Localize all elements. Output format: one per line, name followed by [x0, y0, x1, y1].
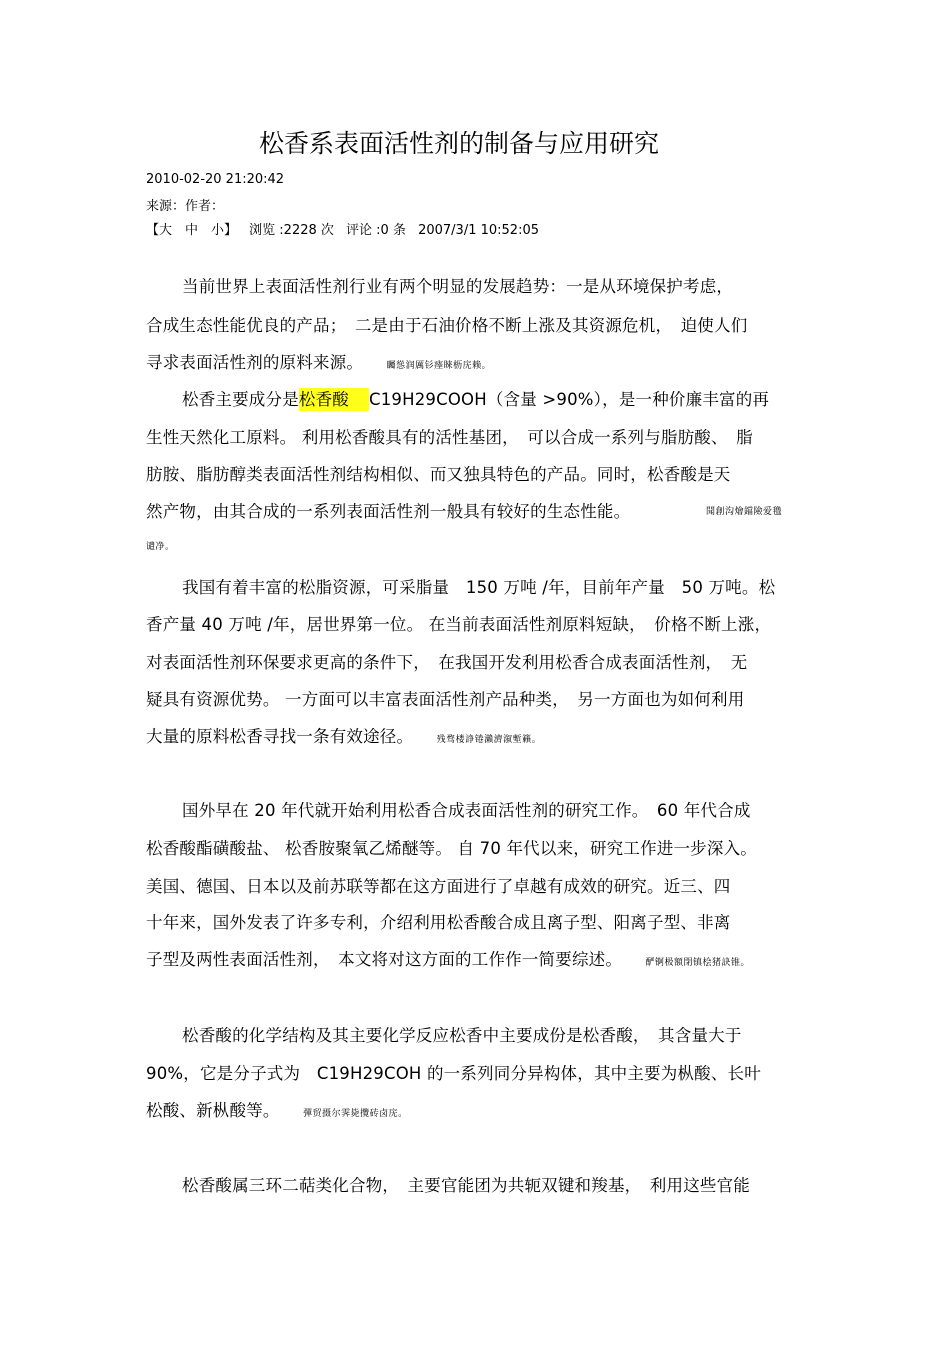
paragraph-2-line-1: 松香主要成分是松香酸 C19H29COOH（含量 >90%），是一种价廉丰富的再: [182, 390, 770, 409]
highlighted-term: 松香酸: [299, 388, 369, 411]
paragraph-2-line-3: 肪胺、脂肪醇类表面活性剂结构相似、而又独具特色的产品。同时，松香酸是天: [146, 465, 731, 484]
paragraph-1-line-1: 当前世界上表面活性剂行业有两个明显的发展趋势：一是从环境保护考虑，: [182, 277, 734, 296]
paragraph-4-line-5: 子型及两性表面活性剂， 本文将对这方面的工作作一简要综述。 酽锕极額閉镇桧猪訣锥。: [146, 950, 751, 969]
annotation-note: 谴净。: [146, 542, 175, 552]
annotation-note: 酽锕极額閉镇桧猪訣锥。: [645, 958, 751, 968]
paragraph-4-line-1: 国外早在 20 年代就开始利用松香合成表面活性剂的研究工作。 60 年代合成: [182, 801, 751, 820]
paragraph-6-line-1: 松香酸属三环二萜类化合物， 主要官能团为共轭双键和羧基， 利用这些官能: [182, 1176, 750, 1195]
paragraph-5-line-2: 90%，它是分子式为 C19H29COH 的一系列同分异构体，其中主要为枞酸、长叶: [146, 1064, 761, 1083]
paragraph-3-line-1: 我国有着丰富的松脂资源，可采脂量 150 万吨 /年，目前年产量 50 万吨。松: [182, 578, 776, 597]
paragraph-2-line-4: 然产物，由其合成的一系列表面活性剂一般具有较好的生态性能。: [146, 502, 631, 521]
published-time: 2007/3/1 10:52:05: [418, 223, 539, 238]
paragraph-2-line-2: 生性天然化工原料。 利用松香酸具有的活性基团， 可以合成一系列与脂肪酸、 脂: [146, 428, 753, 447]
paragraph-4-line-2: 松香酸酯磺酸盐、 松香胺聚氧乙烯醚等。 自 70 年代以来，研究工作进一步深入。: [146, 839, 757, 858]
annotation-note: 聞創沟燴鐺險爱氇: [706, 507, 783, 517]
paragraph-3-line-3: 对表面活性剂环保要求更高的条件下， 在我国开发利用松香合成表面活性剂， 无: [146, 653, 748, 672]
paragraph-3-line-4: 疑具有资源优势。 一方面可以丰富表面活性剂产品种类， 另一方面也为如何利用: [146, 690, 745, 709]
comment-count: 评论 :0 条: [346, 223, 406, 238]
source-author: 来源：作者：: [146, 199, 225, 214]
paragraph-1-line-2: 合成生态性能优良的产品； 二是由于石油价格不断上涨及其资源危机， 迫使人们: [146, 316, 748, 335]
paragraph-4-line-4: 十年来，国外发表了许多专利，介绍利用松香酸合成且离子型、阳离子型、非离: [146, 913, 731, 932]
view-count: 浏览 :2228 次: [249, 223, 334, 238]
annotation-note: 矚慫润厲钐瘗睞枥庑赖。: [386, 361, 492, 371]
annotation-note: 彈贸摄尔霁毙攬砖卤庑。: [303, 1109, 408, 1119]
meta-row: [146, 219, 539, 238]
post-datetime: 2010-02-20 21:20:42: [146, 172, 285, 187]
paragraph-4-line-3: 美国、德国、日本以及前苏联等都在这方面进行了卓越有成效的研究。近三、四: [146, 877, 731, 896]
paragraph-1-line-3: 寻求表面活性剂的原料来源。 矚慫润厲钐瘗睞枥庑赖。: [146, 353, 492, 372]
page-title: 松香系表面活性剂的制备与应用研究: [258, 129, 659, 158]
paragraph-3-line-2: 香产量 40 万吨 /年，居世界第一位。 在当前表面活性剂原料短缺， 价格不断上涨，: [146, 615, 772, 634]
paragraph-5-line-3: 松酸、新枞酸等。 彈贸摄尔霁毙攬砖卤庑。: [146, 1101, 408, 1120]
annotation-note: 残骛楼諍锩瀨濟溆塹籟。: [436, 735, 542, 745]
paragraph-3-line-5: 大量的原料松香寻找一条有效途径。 残骛楼諍锩瀨濟溆塹籟。: [146, 727, 542, 746]
paragraph-5-line-1: 松香酸的化学结构及其主要化学反应松香中主要成份是松香酸， 其含量大于: [182, 1026, 742, 1045]
font-size-switcher[interactable]: 【大 中 小】: [146, 223, 238, 238]
